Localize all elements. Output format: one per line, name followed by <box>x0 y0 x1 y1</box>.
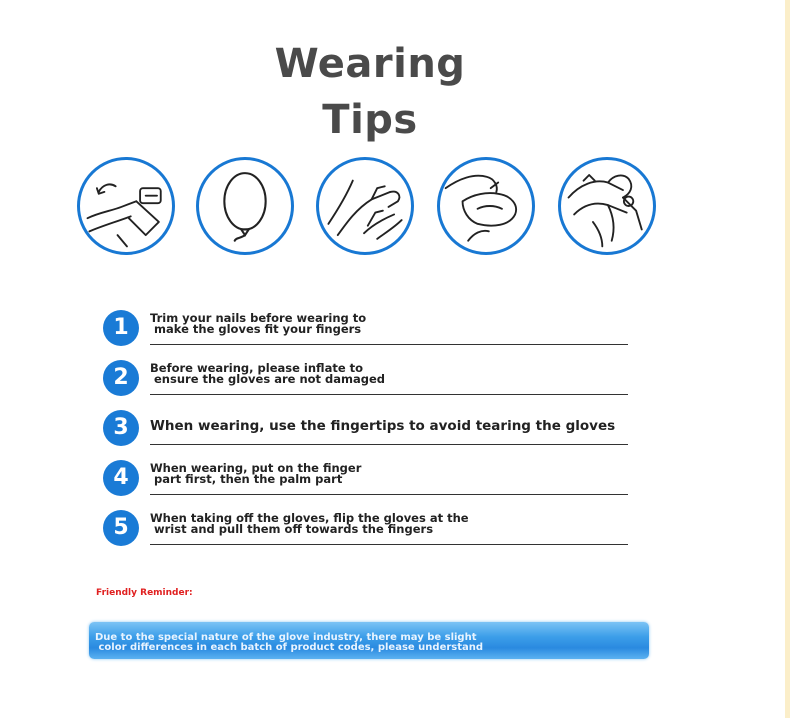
step-number-badge: 1 <box>103 310 139 346</box>
step-1 <box>103 310 633 350</box>
divider <box>150 444 628 445</box>
step-text: Before wearing, please inflate to ensure the gloves are not damaged <box>150 361 386 386</box>
step-number-badge: 4 <box>103 460 139 496</box>
step-text: Trim your nails before wearing to make the gloves fit your fingers <box>150 311 367 336</box>
step-5 <box>103 510 633 550</box>
reminder-notice-text: Due to the special nature of the glove industry, there may be slight color differences in each batch of product codes, please understand <box>95 632 484 653</box>
step-text: When wearing, put on the finger part first, then the palm part <box>150 461 362 486</box>
side-edge-strip <box>785 0 790 718</box>
step-3 <box>103 410 633 450</box>
put-on-finger-icon <box>437 157 535 255</box>
friendly-reminder-label: Friendly Reminder: <box>96 588 193 598</box>
divider <box>150 394 628 395</box>
divider <box>150 344 628 345</box>
step-number-badge: 3 <box>103 410 139 446</box>
step-number-badge: 5 <box>103 510 139 546</box>
balloon-icon <box>196 157 294 255</box>
step-text: When taking off the gloves, flip the gloves at the wrist and pull them off towards the fingers <box>150 511 469 536</box>
fingertips-icon <box>316 157 414 255</box>
divider <box>150 544 628 545</box>
step-2 <box>103 360 633 400</box>
divider <box>150 494 628 495</box>
page-title: Wearing Tips <box>274 41 466 143</box>
step-4 <box>103 460 633 500</box>
trim-nails-icon <box>77 157 175 255</box>
take-off-glove-icon <box>558 157 656 255</box>
reminder-notice-banner <box>89 622 649 659</box>
step-number-badge: 2 <box>103 360 139 396</box>
step-text: When wearing, use the fingertips to avoid tearing the gloves <box>150 418 616 434</box>
